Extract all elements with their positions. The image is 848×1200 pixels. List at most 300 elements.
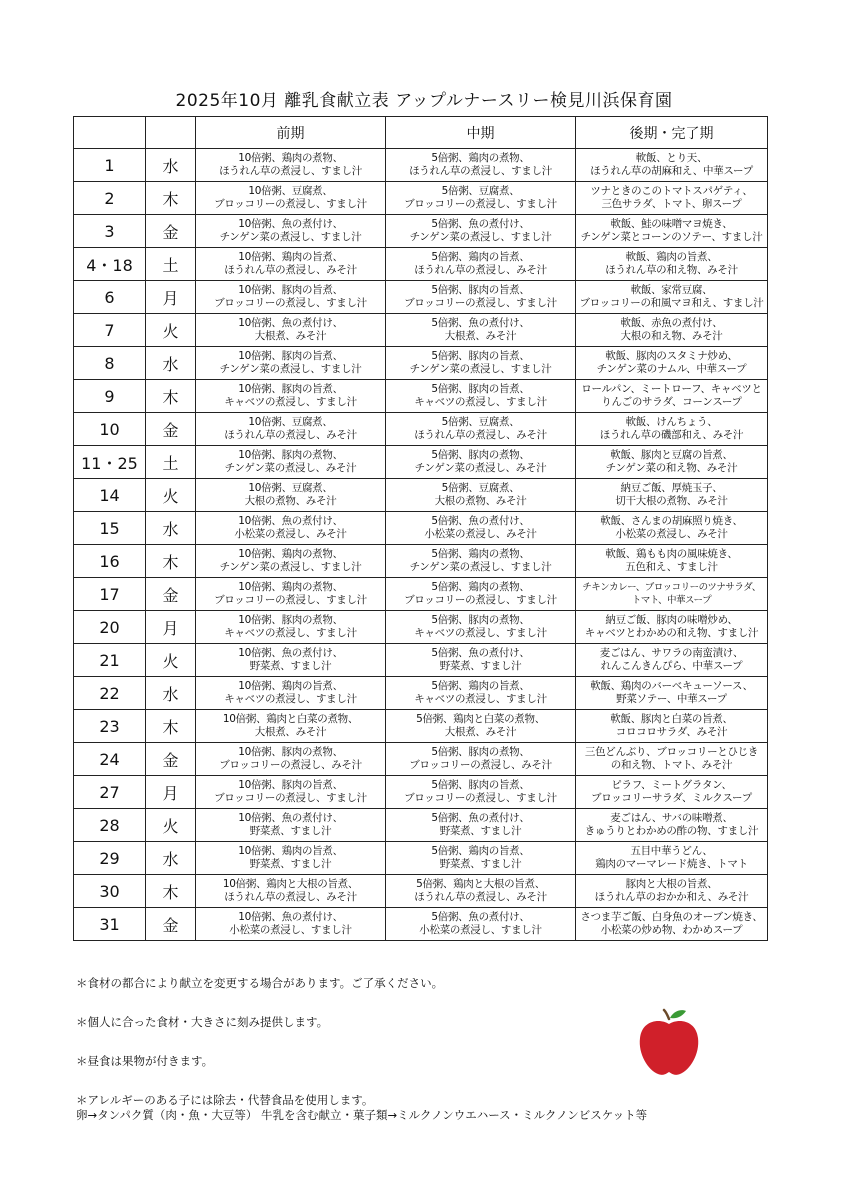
middle-stage-cell (386, 314, 576, 347)
table-row (74, 314, 768, 347)
early-stage-cell (196, 281, 386, 314)
late-stage-cell (576, 446, 768, 479)
weekday-cell: 金 (146, 908, 196, 941)
table-row (74, 512, 768, 545)
weekday-cell: 月 (146, 611, 196, 644)
table-header-row (74, 117, 768, 149)
middle-stage-cell (386, 776, 576, 809)
menu-table-body (74, 149, 768, 941)
late-stage-cell-line: 軟飯、鮭の味噌マヨ焼き、 (610, 218, 733, 230)
late-stage-cell-line: ロールパン、ミートローフ、キャベツと (581, 383, 762, 395)
date-cell: 10 (74, 413, 146, 446)
middle-stage-cell (386, 413, 576, 446)
early-stage-cell-line: 10倍粥、魚の煮付け、 (238, 317, 343, 329)
table-row (74, 248, 768, 281)
weekday-cell: 月 (146, 776, 196, 809)
late-stage-cell-line: ブロッコリーサラダ、ミルクスープ (591, 792, 752, 804)
early-stage-cell-line: 10倍粥、豚肉の旨煮、 (238, 779, 343, 791)
early-stage-cell (196, 611, 386, 644)
middle-stage-cell-line: 5倍粥、鶏肉と白菜の煮物、 (416, 713, 545, 725)
table-row (74, 677, 768, 710)
early-stage-cell-line: ブロッコリーの煮浸し、すまし汁 (214, 594, 367, 606)
late-stage-cell-line: 切干大根の煮物、みそ汁 (615, 495, 728, 507)
table-row (74, 875, 768, 908)
middle-stage-cell (386, 248, 576, 281)
note-allergy-detail: 卵→タンパク質（肉・魚・大豆等） 牛乳を含む献立・菓子類→ミルクノンウエハース・ミルクノンビスケット等 (76, 1108, 648, 1122)
middle-stage-cell-line: 5倍粥、豚肉の煮物、 (431, 449, 530, 461)
early-stage-cell-line: 10倍粥、豚肉の煮物、 (238, 449, 343, 461)
early-stage-cell-line: 野菜煮、すまし汁 (249, 825, 332, 837)
note-cutting: ＊個人に合った食材・大きさに刻み提供します。 (76, 1015, 329, 1029)
table-row (74, 809, 768, 842)
late-stage-cell-line: ブロッコリーの和風マヨ和え、すまし汁 (579, 297, 764, 309)
date-cell: 15 (74, 512, 146, 545)
middle-stage-cell (386, 677, 576, 710)
date-cell: 31 (74, 908, 146, 941)
middle-stage-cell-line: 5倍粥、鶏肉と大根の旨煮、 (416, 878, 545, 890)
late-stage-cell-line: 大根の和え物、みそ汁 (620, 330, 723, 342)
early-stage-cell-line: 10倍粥、豆腐煮、 (248, 185, 333, 197)
table-row (74, 380, 768, 413)
date-cell: 17 (74, 578, 146, 611)
date-cell: 23 (74, 710, 146, 743)
weekday-cell: 土 (146, 446, 196, 479)
late-stage-cell-line: 鶏肉のマーマレード焼き、トマト (595, 858, 748, 870)
middle-stage-cell-line: 大根の煮物、みそ汁 (434, 495, 527, 507)
weekday-cell: 火 (146, 479, 196, 512)
table-row (74, 281, 768, 314)
late-stage-cell-line: 五目中華うどん、 (630, 845, 713, 857)
early-stage-cell-line: 小松菜の煮浸し、すまし汁 (229, 924, 352, 936)
date-cell: 14 (74, 479, 146, 512)
early-stage-cell-line: 10倍粥、豚肉の旨煮、 (238, 350, 343, 362)
early-stage-cell-line: 10倍粥、鶏肉と大根の旨煮、 (222, 878, 359, 890)
middle-stage-cell-line: 5倍粥、鶏肉の旨煮、 (431, 251, 530, 263)
weekday-cell: 水 (146, 512, 196, 545)
early-stage-cell-line: キャベツの煮浸し、すまし汁 (224, 627, 357, 639)
early-stage-cell (196, 908, 386, 941)
early-stage-cell-line: 小松菜の煮浸し、みそ汁 (234, 528, 347, 540)
middle-stage-cell-line: 5倍粥、豚肉の旨煮、 (431, 350, 530, 362)
weekday-cell: 水 (146, 842, 196, 875)
middle-stage-cell-line: 小松菜の煮浸し、すまし汁 (419, 924, 542, 936)
middle-stage-cell (386, 182, 576, 215)
early-stage-cell-line: チンゲン菜の煮浸し、すまし汁 (219, 561, 362, 573)
early-stage-cell (196, 248, 386, 281)
middle-stage-cell (386, 842, 576, 875)
late-stage-cell (576, 677, 768, 710)
middle-stage-cell-line: 野菜煮、すまし汁 (439, 660, 522, 672)
late-stage-cell-line: 五色和え、すまし汁 (625, 561, 718, 573)
middle-stage-cell-line: ブロッコリーの煮浸し、みそ汁 (409, 759, 552, 771)
middle-stage-cell-line: ブロッコリーの煮浸し、すまし汁 (404, 198, 557, 210)
late-stage-cell-line: 軟飯、けんちょう、 (625, 416, 718, 428)
weekday-cell: 水 (146, 677, 196, 710)
early-stage-cell-line: 10倍粥、豚肉の煮物、 (238, 614, 343, 626)
late-stage-cell-line: ほうれん草の磯部和え、みそ汁 (599, 429, 744, 441)
early-stage-cell-line: 大根煮、みそ汁 (254, 726, 327, 738)
early-stage-cell-line: 10倍粥、魚の煮付け、 (238, 647, 343, 659)
early-stage-cell-line: 10倍粥、鶏肉の旨煮、 (238, 845, 343, 857)
date-cell: 2 (74, 182, 146, 215)
middle-stage-cell (386, 908, 576, 941)
late-stage-cell (576, 611, 768, 644)
table-row (74, 776, 768, 809)
middle-stage-cell-line: 5倍粥、豚肉の旨煮、 (431, 779, 530, 791)
middle-stage-cell-line: ほうれん草の煮浸し、みそ汁 (414, 429, 547, 441)
middle-stage-cell (386, 281, 576, 314)
late-stage-cell-line: 豚肉と大根の旨煮、 (625, 878, 718, 890)
table-row (74, 743, 768, 776)
middle-stage-cell-line: 大根煮、みそ汁 (444, 330, 517, 342)
middle-stage-cell-line: 5倍粥、豆腐煮、 (441, 416, 520, 428)
early-stage-cell-line: 10倍粥、鶏肉の煮物、 (238, 548, 343, 560)
middle-stage-cell (386, 644, 576, 677)
note-allergy: ＊アレルギーのある子には除去・代替食品を使用します。 (76, 1093, 374, 1107)
late-stage-cell (576, 380, 768, 413)
middle-stage-cell-line: 5倍粥、鶏肉の煮物、 (431, 581, 530, 593)
table-row (74, 644, 768, 677)
late-stage-cell (576, 644, 768, 677)
late-stage-cell-line: ほうれん草の胡麻和え、中華スープ (590, 165, 753, 177)
late-stage-cell (576, 512, 768, 545)
late-stage-cell (576, 281, 768, 314)
early-stage-cell-line: 10倍粥、魚の煮付け、 (238, 911, 343, 923)
weekday-cell: 木 (146, 182, 196, 215)
weekday-cell: 水 (146, 149, 196, 182)
early-stage-cell-line: キャベツの煮浸し、すまし汁 (224, 693, 357, 705)
middle-stage-cell (386, 512, 576, 545)
middle-stage-cell-line: 5倍粥、豚肉の煮物、 (431, 614, 530, 626)
late-stage-cell-line: 軟飯、さんまの胡麻照り焼き、 (600, 515, 743, 527)
early-stage-cell-line: ほうれん草の煮浸し、みそ汁 (224, 264, 357, 276)
table-row (74, 347, 768, 380)
late-stage-cell-line: ピラフ、ミートグラタン、 (611, 779, 732, 791)
middle-stage-cell (386, 446, 576, 479)
late-stage-cell-line: 軟飯、赤魚の煮付け、 (620, 317, 723, 329)
notes (76, 976, 716, 1123)
early-stage-cell-line: 10倍粥、鶏肉の煮物、 (238, 581, 343, 593)
late-stage-cell-line: 三色どんぶり、ブロッコリーとひじき (584, 746, 759, 758)
late-stage-cell (576, 149, 768, 182)
early-stage-cell-line: ブロッコリーの煮浸し、みそ汁 (219, 759, 362, 771)
late-stage-cell-line: 軟飯、豚肉と白菜の旨煮、 (610, 713, 733, 725)
middle-stage-cell-line: 5倍粥、豚肉の煮物、 (431, 746, 530, 758)
middle-stage-cell-line: ブロッコリーの煮浸し、すまし汁 (404, 297, 557, 309)
early-stage-cell (196, 413, 386, 446)
date-cell: 24 (74, 743, 146, 776)
early-stage-cell (196, 380, 386, 413)
early-stage-cell-line: 大根煮、みそ汁 (254, 330, 327, 342)
late-stage-cell (576, 875, 768, 908)
date-cell: 21 (74, 644, 146, 677)
header-weekday (146, 117, 196, 149)
table-row (74, 413, 768, 446)
early-stage-cell-line: チンゲン菜の煮浸し、すまし汁 (219, 231, 362, 243)
early-stage-cell (196, 149, 386, 182)
early-stage-cell-line: ほうれん草の煮浸し、すまし汁 (219, 165, 362, 177)
note-fruit: ＊昼食は果物が付きます。 (76, 1054, 214, 1068)
late-stage-cell-line: 麦ごはん、サワラの南蛮漬け、 (599, 647, 744, 659)
late-stage-cell-line: 麦ごはん、サバの味噌煮、 (610, 812, 733, 824)
middle-stage-cell-line: 小松菜の煮浸し、みそ汁 (424, 528, 537, 540)
late-stage-cell-line: 軟飯、豚肉のスタミナ炒め、 (605, 350, 738, 362)
middle-stage-cell-line: チンゲン菜の煮浸し、すまし汁 (409, 561, 552, 573)
early-stage-cell (196, 875, 386, 908)
late-stage-cell-line: チキンカレー、ブロッコリーのツナサラダ、 (582, 582, 761, 593)
date-cell: 3 (74, 215, 146, 248)
middle-stage-cell-line: 5倍粥、魚の煮付け、 (431, 812, 530, 824)
late-stage-cell-line: 軟飯、とり天、 (635, 152, 708, 164)
table-row (74, 710, 768, 743)
weekday-cell: 金 (146, 743, 196, 776)
late-stage-cell-line: ほうれん草の和え物、みそ汁 (605, 264, 738, 276)
late-stage-cell-line: ツナときのこのトマトスパゲティ、 (590, 185, 753, 197)
middle-stage-cell-line: ほうれん草の煮浸し、みそ汁 (414, 891, 547, 903)
table-row (74, 578, 768, 611)
middle-stage-cell (386, 743, 576, 776)
weekday-cell: 木 (146, 875, 196, 908)
early-stage-cell-line: 10倍粥、豆腐煮、 (248, 416, 333, 428)
late-stage-cell (576, 413, 768, 446)
table-row (74, 182, 768, 215)
late-stage-cell-line: 納豆ご飯、厚焼玉子、 (620, 482, 723, 494)
early-stage-cell-line: ほうれん草の煮浸し、みそ汁 (224, 891, 357, 903)
late-stage-cell (576, 776, 768, 809)
early-stage-cell (196, 809, 386, 842)
late-stage-cell (576, 908, 768, 941)
date-cell: 20 (74, 611, 146, 644)
table-row (74, 545, 768, 578)
late-stage-cell-line: 軟飯、豚肉と豆腐の旨煮、 (610, 449, 733, 461)
early-stage-cell-line: 10倍粥、魚の煮付け、 (238, 515, 343, 527)
late-stage-cell-line: トマト、中華スープ (631, 595, 712, 606)
date-cell: 8 (74, 347, 146, 380)
late-stage-cell-line: コロコロサラダ、みそ汁 (615, 726, 728, 738)
early-stage-cell-line: チンゲン菜の煮浸し、みそ汁 (224, 462, 357, 474)
date-cell: 29 (74, 842, 146, 875)
late-stage-cell-line: 軟飯、鶏もも肉の風味焼き、 (605, 548, 738, 560)
early-stage-cell-line: 10倍粥、魚の煮付け、 (238, 812, 343, 824)
late-stage-cell-line: 軟飯、鶏肉の旨煮、 (625, 251, 718, 263)
middle-stage-cell-line: チンゲン菜の煮浸し、すまし汁 (409, 231, 552, 243)
middle-stage-cell-line: 5倍粥、鶏肉の煮物、 (431, 152, 530, 164)
table-row (74, 446, 768, 479)
date-cell: 9 (74, 380, 146, 413)
middle-stage-cell-line: 5倍粥、豆腐煮、 (441, 482, 520, 494)
early-stage-cell-line: キャベツの煮浸し、すまし汁 (224, 396, 357, 408)
middle-stage-cell-line: 野菜煮、すまし汁 (439, 858, 522, 870)
early-stage-cell-line: 大根の煮物、みそ汁 (244, 495, 337, 507)
middle-stage-cell (386, 809, 576, 842)
late-stage-cell (576, 248, 768, 281)
late-stage-cell (576, 578, 768, 611)
late-stage-cell (576, 545, 768, 578)
date-cell: 27 (74, 776, 146, 809)
weekday-cell: 水 (146, 347, 196, 380)
middle-stage-cell-line: ほうれん草の煮浸し、すまし汁 (409, 165, 552, 177)
late-stage-cell (576, 479, 768, 512)
late-stage-cell-line: 三色サラダ、トマト、卵スープ (601, 198, 742, 210)
weekday-cell: 土 (146, 248, 196, 281)
late-stage-cell (576, 215, 768, 248)
table-row (74, 611, 768, 644)
weekday-cell: 月 (146, 281, 196, 314)
middle-stage-cell-line: ほうれん草の煮浸し、みそ汁 (414, 264, 547, 276)
late-stage-cell-line: チンゲン菜とコーンのソテー、すまし汁 (580, 231, 763, 243)
weekday-cell: 火 (146, 644, 196, 677)
middle-stage-cell (386, 611, 576, 644)
date-cell: 6 (74, 281, 146, 314)
early-stage-cell (196, 776, 386, 809)
middle-stage-cell-line: キャベツの煮浸し、すまし汁 (414, 693, 547, 705)
middle-stage-cell (386, 347, 576, 380)
early-stage-cell (196, 182, 386, 215)
late-stage-cell (576, 743, 768, 776)
middle-stage-cell-line: 5倍粥、鶏肉の旨煮、 (431, 845, 530, 857)
header-date (74, 117, 146, 149)
table-row (74, 149, 768, 182)
table-row (74, 842, 768, 875)
early-stage-cell-line: 野菜煮、すまし汁 (249, 660, 332, 672)
middle-stage-cell-line: キャベツの煮浸し、すまし汁 (414, 396, 547, 408)
early-stage-cell-line: 10倍粥、豚肉の旨煮、 (238, 383, 343, 395)
middle-stage-cell (386, 710, 576, 743)
early-stage-cell-line: 10倍粥、鶏肉の旨煮、 (238, 680, 343, 692)
early-stage-cell-line: ブロッコリーの煮浸し、すまし汁 (214, 198, 367, 210)
late-stage-cell (576, 347, 768, 380)
middle-stage-cell-line: 5倍粥、魚の煮付け、 (431, 911, 530, 923)
weekday-cell: 金 (146, 578, 196, 611)
early-stage-cell-line: ブロッコリーの煮浸し、すまし汁 (214, 297, 367, 309)
late-stage-cell (576, 182, 768, 215)
date-cell: 28 (74, 809, 146, 842)
early-stage-cell (196, 314, 386, 347)
middle-stage-cell (386, 578, 576, 611)
weekday-cell: 木 (146, 380, 196, 413)
late-stage-cell-line: きゅうりとわかめの酢の物、すまし汁 (584, 825, 759, 837)
early-stage-cell (196, 479, 386, 512)
middle-stage-cell (386, 149, 576, 182)
table-row (74, 479, 768, 512)
early-stage-cell-line: 10倍粥、豚肉の旨煮、 (238, 284, 343, 296)
table-row (74, 215, 768, 248)
middle-stage-cell-line: 5倍粥、魚の煮付け、 (431, 647, 530, 659)
middle-stage-cell-line: ブロッコリーの煮浸し、すまし汁 (404, 792, 557, 804)
middle-stage-cell-line: チンゲン菜の煮浸し、みそ汁 (414, 462, 547, 474)
weekday-cell: 木 (146, 710, 196, 743)
early-stage-cell-line: 10倍粥、豆腐煮、 (248, 482, 333, 494)
date-cell: 1 (74, 149, 146, 182)
middle-stage-cell (386, 215, 576, 248)
early-stage-cell (196, 347, 386, 380)
late-stage-cell-line: キャベツとわかめの和え物、すまし汁 (584, 627, 759, 639)
late-stage-cell-line: の和え物、トマト、みそ汁 (610, 759, 733, 771)
weekday-cell: 火 (146, 809, 196, 842)
middle-stage-cell-line: 5倍粥、豚肉の旨煮、 (431, 383, 530, 395)
early-stage-cell-line: チンゲン菜の煮浸し、すまし汁 (219, 363, 362, 375)
late-stage-cell-line: ほうれん草のおかか和え、みそ汁 (594, 891, 749, 903)
header-early-stage: 前期 (196, 117, 386, 149)
late-stage-cell-line: チンゲン菜の和え物、みそ汁 (605, 462, 738, 474)
early-stage-cell (196, 512, 386, 545)
date-cell: 16 (74, 545, 146, 578)
early-stage-cell-line: 10倍粥、豚肉の煮物、 (238, 746, 343, 758)
early-stage-cell-line: ブロッコリーの煮浸し、すまし汁 (214, 792, 367, 804)
middle-stage-cell-line: 5倍粥、鶏肉の煮物、 (431, 548, 530, 560)
early-stage-cell-line: 10倍粥、鶏肉と白菜の煮物、 (222, 713, 359, 725)
middle-stage-cell-line: キャベツの煮浸し、すまし汁 (414, 627, 547, 639)
late-stage-cell-line: りんごのサラダ、コーンスープ (601, 396, 742, 408)
middle-stage-cell-line: 野菜煮、すまし汁 (439, 825, 522, 837)
middle-stage-cell-line: 大根煮、みそ汁 (444, 726, 517, 738)
late-stage-cell (576, 809, 768, 842)
date-cell: 4・18 (74, 248, 146, 281)
date-cell: 11・25 (74, 446, 146, 479)
early-stage-cell (196, 710, 386, 743)
late-stage-cell-line: チンゲン菜のナムル、中華スープ (596, 363, 747, 375)
middle-stage-cell (386, 545, 576, 578)
menu-table (73, 116, 768, 941)
early-stage-cell (196, 842, 386, 875)
early-stage-cell (196, 545, 386, 578)
early-stage-cell (196, 446, 386, 479)
late-stage-cell-line: 小松菜の炒め物、わかめスープ (600, 924, 743, 936)
middle-stage-cell-line: 5倍粥、魚の煮付け、 (431, 218, 530, 230)
late-stage-cell-line: 小松菜の煮浸し、みそ汁 (615, 528, 728, 540)
late-stage-cell (576, 842, 768, 875)
middle-stage-cell (386, 875, 576, 908)
middle-stage-cell-line: 5倍粥、魚の煮付け、 (431, 317, 530, 329)
middle-stage-cell (386, 479, 576, 512)
weekday-cell: 木 (146, 545, 196, 578)
early-stage-cell (196, 215, 386, 248)
early-stage-cell-line: ほうれん草の煮浸し、みそ汁 (224, 429, 357, 441)
header-middle-stage: 中期 (386, 117, 576, 149)
late-stage-cell-line: さつま芋ご飯、白身魚のオーブン焼き、 (580, 911, 763, 923)
middle-stage-cell-line: チンゲン菜の煮浸し、すまし汁 (409, 363, 552, 375)
early-stage-cell-line: 10倍粥、鶏肉の煮物、 (238, 152, 343, 164)
middle-stage-cell (386, 380, 576, 413)
early-stage-cell (196, 578, 386, 611)
middle-stage-cell-line: 5倍粥、豚肉の旨煮、 (431, 284, 530, 296)
late-stage-cell (576, 314, 768, 347)
date-cell: 22 (74, 677, 146, 710)
early-stage-cell (196, 644, 386, 677)
weekday-cell: 金 (146, 215, 196, 248)
early-stage-cell-line: 野菜煮、すまし汁 (249, 858, 332, 870)
middle-stage-cell-line: ブロッコリーの煮浸し、すまし汁 (404, 594, 557, 606)
note-change: ＊食材の都合により献立を変更する場合があります。ご了承ください。 (76, 976, 444, 990)
late-stage-cell (576, 710, 768, 743)
early-stage-cell (196, 677, 386, 710)
apple-icon (636, 1008, 702, 1078)
middle-stage-cell-line: 5倍粥、豆腐煮、 (441, 185, 520, 197)
weekday-cell: 火 (146, 314, 196, 347)
late-stage-cell-line: れんこんきんぴら、中華スープ (600, 660, 743, 672)
late-stage-cell-line: 納豆ご飯、豚肉の味噌炒め、 (605, 614, 738, 626)
late-stage-cell-line: 野菜ソテー、中華スープ (616, 693, 727, 705)
late-stage-cell-line: 軟飯、鶏肉のバーベキューソース、 (590, 680, 753, 692)
date-cell: 7 (74, 314, 146, 347)
date-cell: 30 (74, 875, 146, 908)
middle-stage-cell-line: 5倍粥、魚の煮付け、 (431, 515, 530, 527)
header-late-stage: 後期・完了期 (576, 117, 768, 149)
early-stage-cell (196, 743, 386, 776)
early-stage-cell-line: 10倍粥、鶏肉の旨煮、 (238, 251, 343, 263)
late-stage-cell-line: 軟飯、家常豆腐、 (630, 284, 713, 296)
table-row (74, 908, 768, 941)
